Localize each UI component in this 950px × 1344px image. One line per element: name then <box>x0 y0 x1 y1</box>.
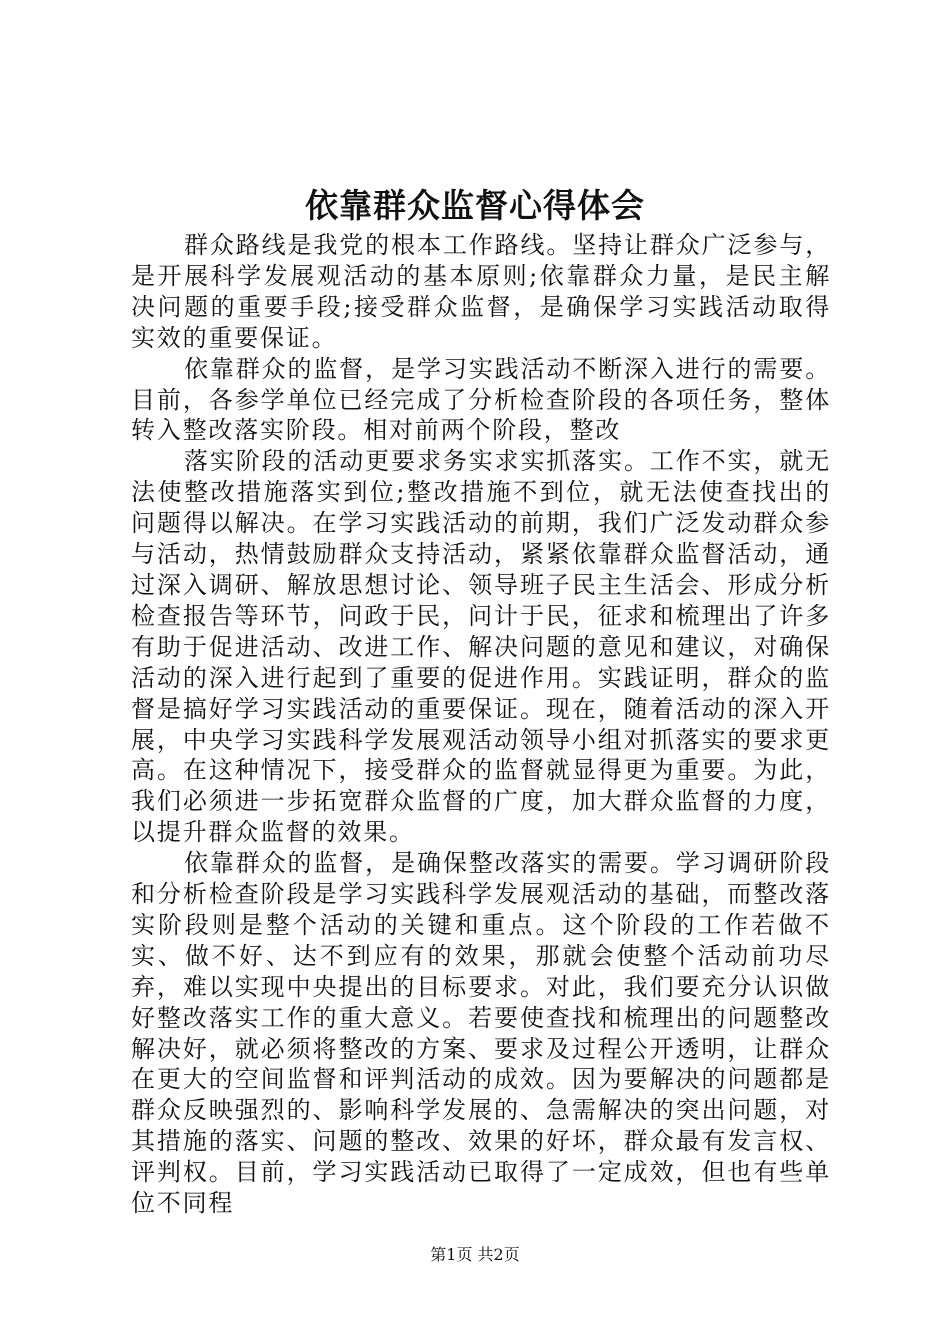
paragraph-1: 群众路线是我党的根本工作路线。坚持让群众广泛参与，是开展科学发展观活动的基本原则;依靠群众力量，是民主解决问题的重要手段;接受群众监督，是确保学习实践活动取得实效的重要保证。 <box>131 231 831 352</box>
page-number-footer: 第1页 共2页 <box>430 1245 520 1264</box>
paragraph-3: 落实阶段的活动更要求务实求实抓落实。工作不实，就无法使整改措施落实到位;整改措施不到位，就无法使查找出的问题得以解决。在学习实践活动的前期，我们广泛发动群众参与活动，热情鼓励群众支持活动，紧紧依靠群众监督活动，通过深入调研、解放思想讨论、领导班子民主生活会、形成分析检查报告等环节，问政于民，问计于民，征求和梳理出了许多有助于促进活动、改进工作、解决问题的意见和建议，对确保活动的深入进行起到了重要的促进作用。实践证明，群众的监督是搞好学习实践活动的重要保证。现在，随着活动的深入开展，中央学习实践科学发展观活动领导小组对抓落实的要求更高。在这种情况下，接受群众的监督就显得更为重要。为此，我们必须进一步拓宽群众监督的广度，加大群众监督的力度，以提升群众监督的效果。 <box>131 447 831 847</box>
paragraph-2: 依靠群众的监督，是学习实践活动不断深入进行的需要。目前，各参学单位已经完成了分析检查阶段的各项任务，整体转入整改落实阶段。相对前两个阶段，整改 <box>131 354 831 445</box>
document-body <box>131 230 831 1219</box>
document-title: 依靠群众监督心得体会 <box>305 186 645 225</box>
paragraph-4: 依靠群众的监督，是确保整改落实的需要。学习调研阶段和分析检查阶段是学习实践科学发展观活动的基础，而整改落实阶段则是整个活动的关键和重点。这个阶段的工作若做不实、做不好、达不到应有的效果，那就会使整个活动前功尽弃，难以实现中央提出的目标要求。对此，我们要充分认识做好整改落实工作的重大意义。若要使查找和梳理出的问题整改解决好，就必须将整改的方案、要求及过程公开透明，让群众在更大的空间监督和评判活动的成效。因为要解决的问题都是群众反映强烈的、影响科学发展的、急需解决的突出问题，对其措施的落实、问题的整改、效果的好坏，群众最有发言权、评判权。目前，学习实践活动已取得了一定成效，但也有些单位不同程 <box>131 849 831 1218</box>
